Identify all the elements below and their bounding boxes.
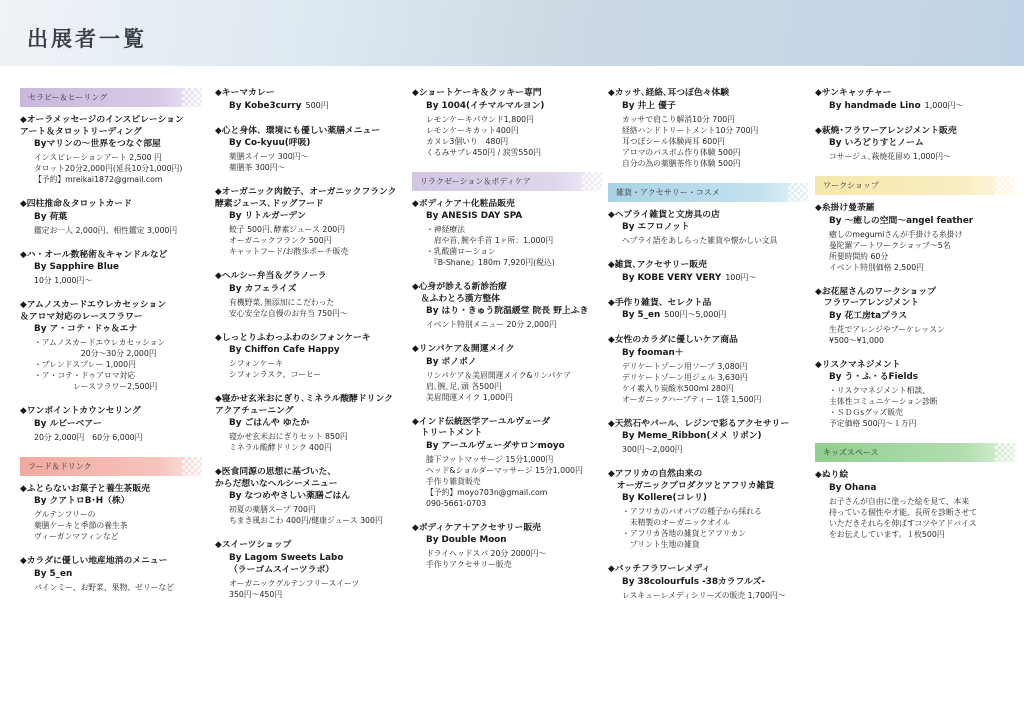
exhibitor-price: 1,000円〜: [924, 100, 964, 110]
exhibitor-title: ◆オーガニック肉餃子、オーガニックフランク 酵素ジュース､ドッグフード: [215, 187, 397, 209]
exhibitor-entry: [215, 467, 405, 526]
exhibitor-entry: [608, 260, 808, 284]
exhibitor-by-line: [412, 305, 602, 317]
exhibitor-entry: [215, 88, 405, 112]
exhibitor-by-line: [215, 344, 405, 356]
exhibitor-title: ◆インド伝統医学アーユルヴェーダ トリートメント: [412, 416, 551, 438]
exhibitor-details: 有機野菜､無添加にこだわった 安心安全な自慢のお弁当 750円〜: [229, 297, 348, 318]
exhibitor-entry: [608, 298, 808, 322]
exhibitor-by-line: [20, 261, 202, 273]
exhibitor-details: 餃子 500円､酵素ジュース 200円 オーガニックフランク 500円 キャットフード/お散歩ポーチ販売: [229, 225, 349, 256]
exhibitor-title: ◆萩焼･フラワーアレンジメント販売: [815, 125, 957, 136]
exhibitor-by-line: [815, 137, 1015, 149]
exhibitor-details: ドライヘッドスパ 20分 2000円〜 手作りアクセサリー販売: [426, 549, 547, 569]
exhibitor-title: ◆しっとりふわっふわのシフォンケーキ: [215, 332, 371, 343]
exhibitor-by-line: [608, 576, 808, 588]
exhibitor-name: By ごはんや ゆたか: [229, 418, 310, 428]
section-label: セラピー＆ヒーリング: [28, 93, 108, 102]
exhibitor-title: ◆バッチフラワーレメディ: [608, 564, 711, 574]
exhibitor-entry: [412, 417, 602, 509]
exhibitor-title: ◆天然石やパール、レジンで彩るアクセサリー: [608, 418, 790, 429]
exhibitor-details: ヘブライ語をあしらった雑貨や懐かしい文具: [622, 236, 778, 245]
column-2: [215, 88, 405, 614]
exhibitor-details: 膝下フットマッサージ 15分1,000円 ヘッド&ショルダーマッサージ 15分1,000円 手作り雑貨販売 【予約】moyo703n@gmail.com 090-5661-0703: [426, 454, 583, 508]
exhibitor-entry: [815, 88, 1015, 112]
exhibitor-by-line: [20, 568, 202, 580]
exhibitor-details: コサージュ､萩焼花留め 1,000円〜: [829, 152, 951, 161]
exhibitor-title: ◆アフリカの自然由来の オーガニックプロダクツとアフリカ雑貨: [608, 469, 775, 491]
exhibitor-name: By Sapphire Blue: [34, 262, 119, 272]
exhibitor-name: By KOBE VERY VERY: [622, 272, 722, 283]
section-label: ワークショップ: [823, 181, 879, 190]
exhibitor-entry: [215, 394, 405, 453]
exhibitor-title: ◆ボディケア＋アクセサリー販売: [412, 522, 541, 533]
column-4: [608, 88, 808, 615]
section-header: [815, 176, 1015, 195]
section-header: [815, 443, 1015, 462]
exhibitor-by-line: [815, 482, 1015, 494]
exhibitor-details: オーガニックグルテンフリースイーツ 350円〜450円: [229, 578, 360, 599]
exhibitor-title: ◆お花屋さんのワークショップ フラワーアレンジメント: [815, 286, 936, 308]
exhibitor-by-line: [608, 272, 808, 284]
exhibitor-name: By カフェライズ: [229, 283, 297, 294]
exhibitor-name: By Ohana: [829, 482, 877, 493]
header-banner: [0, 0, 1024, 66]
exhibitor-by-line: [608, 430, 808, 442]
exhibitor-entry: [215, 126, 405, 174]
exhibitor-entry: [815, 470, 1015, 540]
exhibitor-title: ◆ヘルシー弁当＆グラノーラ: [215, 271, 327, 281]
exhibitor-name: By アーユルヴェーダサロンmoyo: [426, 440, 565, 451]
exhibitor-entry: [20, 199, 202, 236]
exhibitor-name: By Meme_Ribbon(メメ リボン): [622, 431, 762, 441]
exhibitor-name: By 荷葉: [34, 211, 68, 222]
exhibitor-entry: [20, 406, 202, 443]
section-checker-decoration: [995, 176, 1015, 195]
column-1: [20, 88, 202, 607]
exhibitor-entry: [20, 115, 202, 185]
exhibitor-name: By 5_en: [622, 310, 661, 320]
exhibitor-title: ◆女性のカラダに優しいケア商品: [608, 335, 738, 345]
exhibitor-entry: [412, 282, 602, 330]
exhibitor-entry: [20, 250, 202, 287]
exhibitor-title: ◆手作り雑貨、セレクト品: [608, 297, 712, 308]
exhibitor-by-line: [412, 356, 602, 368]
section-label: フード＆ドリンク: [28, 461, 92, 471]
exhibitor-entry: [815, 126, 1015, 163]
exhibitor-entry: [20, 300, 202, 392]
exhibitor-title: ◆カッサ､経絡､耳つぼ色々体験: [608, 88, 730, 98]
exhibitor-by-line: [20, 418, 202, 430]
exhibitor-name: By クアトロB･H（株）: [34, 496, 130, 506]
exhibitor-details: 寝かせ玄米おにぎりセット 850円 ミネラル酸酵ドリンク 400円: [229, 432, 348, 452]
exhibitor-details: 生花でアレンジやブーケレッスン ¥500〜¥1,000: [829, 324, 945, 345]
exhibitor-by-line: [215, 283, 405, 295]
exhibitor-details: ・リスクマネジメント相談、 主体性コミュニケーション診断 ・ＳＤＧsグッズ販売 予定価格 500円〜１万円: [829, 386, 938, 428]
exhibitor-title: ◆四柱推命＆タロットカード: [20, 199, 132, 209]
exhibitor-by-line: [215, 210, 405, 222]
exhibitor-name: By なつめやさしい薬膳ごはん: [229, 491, 351, 501]
exhibitor-by-line: [20, 323, 202, 335]
exhibitor-name: By Co-kyuu(呼吸): [229, 138, 311, 148]
exhibitor-name: By はり・きゅう院温緩堂 院長 野上ふき: [426, 306, 589, 316]
exhibitor-by-line: [412, 100, 602, 112]
exhibitor-title: ◆心と身体、環境にも優しい薬膳メニュー: [215, 125, 381, 136]
exhibitor-entry: [608, 335, 808, 405]
exhibitor-entry: [412, 523, 602, 571]
exhibitor-price: 500円: [305, 100, 329, 110]
exhibitor-details: ・アフリカのバオバブの種子から採れる 未精製のオーガニックオイル ・アフリカ各地の雑貨とアフリカン プリント生地の雑貨: [622, 507, 762, 549]
exhibitor-by-line: [215, 100, 405, 112]
exhibitor-entry: [412, 88, 602, 158]
exhibitor-by-line: [20, 211, 202, 223]
exhibitor-details: 薬膳スイーツ 300円〜 薬膳茶 300円〜: [229, 152, 309, 172]
exhibitor-entry: [815, 203, 1015, 273]
exhibitor-name: By Kobe3curry: [229, 100, 302, 111]
exhibitor-name: By 5_en: [34, 568, 73, 579]
exhibitor-title: ◆ふとらないお菓子と養生茶販売: [20, 483, 150, 494]
exhibitor-name: By 〜癒しの空間〜angel feather: [829, 215, 974, 226]
exhibitor-name: By Chiffon Cafe Happy: [229, 345, 340, 355]
exhibitor-name: By 1004(イチマルマルヨン): [426, 100, 545, 111]
section-header: [412, 172, 602, 191]
exhibitor-title: ◆オーラメッセージのインスピレーション アート＆タロットリーディング: [20, 115, 184, 137]
exhibitor-name: By う・ふ・るFields: [829, 372, 919, 382]
section-checker-decoration: [788, 183, 808, 202]
exhibitor-price: 500円〜5,000円: [664, 310, 727, 319]
exhibitor-title: ◆心身が診える新診治療 ＆ふわとろ漢方整体: [412, 282, 507, 304]
exhibitor-title: ◆寝かせ玄米おにぎり､ミネラル酸酵ドリンク アクアチューニング: [215, 394, 393, 416]
exhibitor-title: ◆医食同源の思想に基づいた、 からだ想いなヘルシーメニュー: [215, 467, 338, 489]
exhibitor-details: 300円〜2,000円: [622, 445, 683, 454]
exhibitor-title: ◆ハ・オール数秘術＆キャンドルなど: [20, 249, 168, 260]
exhibitor-by-line: [20, 495, 202, 507]
exhibitor-name: By Double Moon: [426, 535, 507, 545]
exhibitor-details: グルテンフリーの 薬膳ケーキと季節の養生茶 ヴィーガンマフィンなど: [34, 510, 128, 541]
exhibitor-entry: [608, 469, 808, 550]
exhibitor-details: ・アムノスカードエウレカセッション 20分〜30分 2,000円 ・ブレンドスプレー 1,000円 ・ア・コテ・ドゥアロマ対応 レースフラワー2,500円: [34, 338, 166, 391]
column-5: [815, 88, 1015, 554]
exhibitor-details: カッサで肩こり解消10分 700円 経絡ハンドトリートメント10分 700円 耳つぼシール体験両耳 600円 アロマのバスボム作り体験 500円 自分の為の薬膳茶作り体験 500円: [622, 114, 759, 168]
exhibitor-entry: [815, 287, 1015, 346]
exhibitor-by-line: [815, 371, 1015, 383]
exhibitor-entry: [412, 199, 602, 269]
section-header: [608, 183, 808, 202]
exhibitor-name: By リトルガーデン: [229, 211, 306, 221]
exhibitor-by-line: [608, 309, 808, 321]
exhibitor-title: ◆スイーツショップ: [215, 540, 292, 550]
exhibitor-details: 20分 2,000円 60分 6,000円: [34, 432, 143, 442]
exhibitor-details: シフォンケーキ シフォンラスク、コーヒー: [229, 359, 322, 379]
exhibitor-title: ◆サンキャッチャー: [815, 88, 892, 98]
exhibitor-name: Byマリンの〜世界をつなぐ部屋: [34, 139, 161, 149]
section-checker-decoration: [182, 88, 202, 107]
exhibitor-details: パインミー、お野菜、果物、ゼリーなど: [34, 582, 175, 592]
exhibitor-name: By handmade Lino: [829, 100, 921, 111]
exhibitor-title: ◆ワンポイントカウンセリング: [20, 406, 141, 416]
section-checker-decoration: [582, 172, 602, 191]
exhibitor-title: ◆アムノスカードエウレカセッション ＆アロマ対応のレースフラワー: [20, 300, 167, 322]
exhibitor-title: ◆リンパケア＆開運メイク: [412, 344, 515, 354]
exhibitor-by-line: [608, 221, 808, 233]
exhibitor-title: ◆糸掛け曼荼羅: [815, 203, 875, 213]
exhibitor-name: By ルビーベアー: [34, 418, 102, 429]
exhibitor-title: ◆リスクマネジメント: [815, 359, 901, 370]
exhibitor-by-line: [215, 552, 405, 576]
section-label: キッズスペース: [823, 448, 879, 457]
exhibitor-by-line: [215, 137, 405, 149]
exhibitor-details: リンパケア＆美眉開運メイク&リンパケア 肩､腕､足､頭 各500円 美眉開運メイク 1,000円: [426, 370, 572, 402]
exhibitor-name: By ANESIS DAY SPA: [426, 211, 523, 221]
exhibitor-title: ◆ショートケーキ＆クッキー専門: [412, 88, 542, 98]
exhibitor-details: ・神経療法 肩や首､腕や手首 1ヶ所：1,000円 ・乳酸菌ローション 『B-Shane』180m 7,920円(税込): [426, 225, 555, 267]
exhibitor-entry: [20, 484, 202, 543]
exhibitor-entry: [215, 187, 405, 257]
exhibitor-by-line: [608, 347, 808, 359]
exhibitor-by-line: [412, 210, 602, 222]
exhibitor-name: By 花工房taプラス: [829, 310, 908, 321]
exhibitor-by-line: [20, 138, 202, 150]
section-header: [20, 88, 202, 107]
exhibitor-title: ◆ぬり絵: [815, 470, 849, 480]
exhibitor-name: By ア・コテ・ドゥ＆エナ: [34, 324, 138, 334]
exhibitor-by-line: [412, 534, 602, 546]
section-label: リラクゼーション＆ボディケア: [420, 176, 531, 186]
exhibitor-by-line: [608, 492, 808, 504]
exhibitor-details: 癒しのmegumiさんが手掛ける糸掛け 曼陀羅アートワークショップ〜5名 所要時間約 60分 イベント特別価格 2,500円: [829, 229, 963, 272]
exhibitor-entry: [608, 564, 808, 601]
section-checker-decoration: [995, 443, 1015, 462]
exhibitor-details: 10分 1,000円〜: [34, 276, 93, 285]
exhibitor-name: By 井上 優子: [622, 100, 676, 111]
exhibitor-title: ◆ボディケア＋化粧品販売: [412, 198, 515, 209]
exhibitor-entry: [608, 419, 808, 456]
exhibitor-title: ◆キーマカレー: [215, 88, 275, 98]
page-title: 出展者一覧: [27, 27, 147, 51]
exhibitor-name: By ポノポノ: [426, 356, 477, 367]
exhibitor-entry: [215, 540, 405, 600]
exhibitor-by-line: [215, 417, 405, 429]
exhibitor-entry: [215, 333, 405, 381]
exhibitor-by-line: [608, 100, 808, 112]
exhibitor-entry: [20, 556, 202, 593]
exhibitor-by-line: [815, 100, 1015, 112]
exhibitor-entry: [215, 271, 405, 319]
exhibitor-details: 鑑定お一人 2,000円、相性鑑定 3,000円: [34, 225, 178, 235]
exhibitor-name: By 38colourfuls -38カラフルズ-: [622, 576, 765, 587]
exhibitor-entry: [608, 210, 808, 247]
exhibitor-title: ◆ヘブライ雑貨と文房具の店: [608, 209, 720, 220]
column-3: [412, 88, 602, 584]
section-header: [20, 457, 202, 476]
exhibitor-by-line: [412, 440, 602, 452]
exhibitor-name: By fooman＋: [622, 347, 684, 358]
exhibitor-title: ◆カラダに優しい地産地消のメニュー: [20, 556, 168, 566]
section-label: 雑貨・アクセサリー・コスメ: [616, 187, 720, 197]
exhibitor-title: ◆雑貨､アクセサリー販売: [608, 260, 707, 270]
exhibitor-name: By いろどりすとノーム: [829, 138, 924, 148]
exhibitor-details: イベント特別メニュー 20分 2,000円: [426, 320, 557, 329]
exhibitor-details: インスピレーションアート 2,500 円 タロット20分2,000円(延長10分1,000円) 【予約】mreikai1872@gmail.com: [34, 153, 183, 184]
exhibitor-price: 100円〜: [725, 272, 757, 282]
exhibitor-details: デリケートゾーン用ソープ 3,080円 デリケートゾーン用ジェル 3,630円 ケイ素入り炭酸水500ml 280円 オーガニックハーブティー 1袋 1,500円: [622, 361, 762, 404]
exhibitor-details: レモンケーキパウンド1,800円 レモンケーキカット400円 カヌレ3個いり 480円 くるみサブレ450円 / 涙雪550円: [426, 114, 542, 157]
exhibitor-by-line: [815, 215, 1015, 227]
exhibitor-entry: [412, 344, 602, 403]
exhibitor-details: お子さんが自由に塗った絵を見て、本来 持っている個性や才能、長所を診断させて いただきそれらを伸ばすコツやアドバイス をお伝えしています。１枚500円: [829, 496, 978, 539]
exhibitor-entry: [608, 88, 808, 169]
section-checker-decoration: [182, 457, 202, 476]
exhibitor-name: By エフロノット: [622, 222, 690, 232]
exhibitor-by-line: [215, 490, 405, 502]
exhibitor-details: 初夏の薬膳スープ 700円 ちまき風おこわ 400円/健康ジュース 300円: [229, 505, 383, 525]
exhibitor-entry: [815, 360, 1015, 430]
exhibitor-name: By Kollere(コレリ): [622, 493, 707, 503]
exhibitor-details: レスキューレメディシリーズの販売 1,700円〜: [622, 590, 786, 600]
exhibitor-name: By Lagom Sweets Labo （ラーゴムスイーツラボ）: [229, 552, 344, 575]
exhibitor-by-line: [815, 310, 1015, 322]
